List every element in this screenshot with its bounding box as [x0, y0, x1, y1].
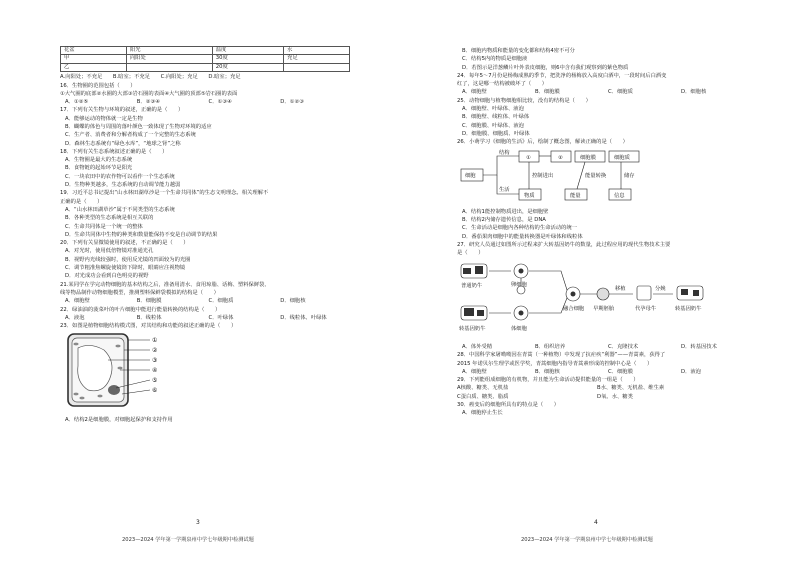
option: A．结构2是细胞膜，对细胞起保护和支持作用	[65, 416, 173, 423]
cell-label: ②	[152, 347, 158, 355]
q27-options	[457, 343, 757, 351]
q16-statement: ①大气圈的底部②水圈的大部③岩石圈的表面④大气圈的顶部⑤岩石圈的表面	[60, 90, 238, 97]
option: D．森林生态系统有“绿色水库”，“地球之肾”之称	[65, 140, 181, 147]
cow-normal-icon	[461, 264, 487, 278]
q16-stem: 16．生物圈的范围包括（ ）	[60, 82, 136, 89]
concept-cytoplasm: 细胞质	[614, 154, 630, 161]
q21-stem: 21.某同学在学完动物细胞的基本结构之后，准备用清水、食用琼脂、话梅、塑料保鲜袋、	[60, 281, 270, 288]
concept-info: 信息	[614, 192, 625, 199]
q28-options	[457, 368, 757, 376]
q28-stem-cont: 2015 年诺贝尔生理学或医学奖，青蒿细胞内指导青蒿素形成的控制中心是（ ）	[457, 360, 653, 367]
option: A．“山水林田湖草沙”属于不同类型的生态系统	[65, 206, 175, 213]
embryo-label: 早期胚胎	[593, 305, 615, 312]
option: A．能够运动的物体就一定是生物	[65, 115, 143, 122]
option: B．组织培养	[535, 343, 566, 350]
concept-structure: 结构	[499, 149, 510, 156]
right-column	[457, 47, 757, 418]
q15-options: A.向阳处；不充足 B.暗室；不充足 C.向阳处；充足 D.暗室；充足	[60, 74, 241, 81]
surrogate-label: 代孕母牛	[635, 305, 657, 312]
q20-stem: 20．下列有关显微镜使用的叙述，不正确的是（ ）	[60, 240, 189, 247]
q19-stem: 19．习近平总书记提出“山水林田湖草沙是一个生命共同体”的生态文明理念。相关理解不	[60, 190, 269, 197]
cloning-diagram	[457, 260, 737, 338]
option: D．线粒体、叶绿体	[280, 314, 327, 321]
option: C．①③④	[208, 99, 232, 106]
table-cell: 向阳处	[126, 55, 212, 63]
concept-energy: 能量	[570, 192, 581, 199]
cell-label: ③	[152, 357, 158, 365]
option: D．转基因技术	[681, 343, 717, 350]
option: D．细胞核	[280, 298, 306, 305]
option: A．结构1能控制物质进出，是细胞壁	[462, 208, 549, 215]
q30-stem: 30．癌变后的细胞所具有的特点是（ ）	[457, 402, 560, 409]
plant-experiment-table	[60, 46, 350, 72]
cell-concept-map	[457, 149, 657, 203]
table-row	[61, 63, 350, 71]
q18-stem: 18．下列有关生态系统叙述正确的是（ ）	[60, 148, 168, 155]
table-header-cell: 温度	[212, 47, 283, 55]
cow-transgenic-label: 转基因奶牛	[459, 325, 486, 332]
option: A．①②⑤	[65, 99, 89, 106]
q23-stem: 23．如图是植物细胞结构模式图，对其结构和功能的叙述正确的是（ ）	[60, 323, 237, 330]
option: A．对光时，使用低倍物镜对准通光孔	[65, 248, 154, 255]
option: B．各种类型的生态系统是相互关联的	[65, 215, 154, 222]
option: D．对光成功会看到白色明亮的视野	[65, 273, 149, 280]
option: C．细胞质	[608, 89, 633, 96]
table-cell: 20度	[212, 63, 283, 71]
body-cell-icon	[514, 306, 528, 320]
option: B．细胞膜	[535, 89, 560, 96]
option: A．生物圈是最大的生态系统	[65, 157, 133, 164]
option: C．生命共同体是一个统一的整体	[65, 223, 143, 230]
cow-transgenic-icon	[461, 306, 487, 320]
right-page	[397, 0, 794, 561]
q29-options-row-1	[457, 384, 757, 392]
option: D．若图示是洋葱鳞片叶外表皮细胞，则6中含有我们观察到的紫色物质	[462, 64, 629, 71]
cell-label: ⑥	[152, 387, 158, 395]
option: B．细胞内物质和能量的变化都和结构4密不可分	[462, 48, 575, 54]
q29-options-row-2	[457, 393, 757, 401]
body-cell-label: 体细胞	[511, 325, 527, 332]
concept-control: 控制进出	[532, 172, 554, 179]
concept-node-1: ①	[526, 154, 531, 161]
table-row	[61, 47, 350, 55]
option: C．细胞膜、叶绿体、液泡	[462, 122, 524, 129]
option: B．食物链的起始环节是阳光	[65, 165, 133, 172]
option: B．线粒体	[136, 314, 162, 321]
table-cell: 充足	[284, 55, 350, 63]
option: A核酸、糖类、无机盐	[457, 385, 509, 392]
option: D．番茄果肉细胞中的能量转换器是叶绿体和线粒体	[462, 233, 583, 240]
cow-normal-label: 普通奶牛	[461, 282, 483, 289]
q24-options	[457, 88, 757, 96]
option: D．细胞膜、细胞质、叶绿体	[462, 130, 530, 137]
option: A．细胞壁	[462, 89, 487, 96]
option: A．液泡	[65, 314, 85, 321]
option: B．结构2内储存遗传信息，是 DNA	[462, 217, 546, 224]
option: D氧、水、糖类	[597, 393, 633, 400]
page-footer: 2023—2024 学年第一学期泉州中学七年级期中检测试题	[521, 537, 653, 543]
birth-label: 分娩	[655, 285, 666, 292]
option: B．视野内光线较强时，使用反光镜的凹面较为的光圈	[65, 256, 191, 263]
q28-stem: 28．中国科学家屠呦呦因在青蒿（一种植物）中发现了抗疟疾“利器”——青蒿素，获得了	[457, 352, 666, 359]
q24-stem: 24．每年5～7月份是杨梅成熟的季节，把洗净的杨梅放入高度白酒中，一段时间后白酒变	[457, 72, 667, 79]
q19-stem-cont: 正确的是（ ）	[60, 198, 103, 205]
option: B．细胞膜	[136, 298, 162, 305]
option: C．结构5内的物质是细胞液	[462, 56, 528, 63]
option: D．细胞核	[681, 89, 707, 96]
option: C．一块农田中的农作物可以看作一个生态系统	[65, 173, 175, 180]
concept-store: 储存	[624, 172, 635, 179]
q17-stem: 17．下列有关生物与环境的叙述，正确的是（ ）	[60, 107, 184, 114]
surrogate-cow-icon	[637, 286, 651, 300]
arrow-to-structure	[483, 156, 519, 175]
q24-stem-cont: 红了，这是哪一结构被破坏了（ ）	[457, 81, 548, 88]
egg-label: 卵细胞	[511, 281, 527, 288]
option: B．蝴蝶的体色与周围的落叶颜色一致体现了生物对环境的适应	[65, 124, 212, 130]
fused-cell-label: 融合细胞	[563, 305, 585, 312]
q25-stem: 25．动物细胞与植物细胞相比较，没有的结构是（ ）	[457, 97, 591, 104]
calf-label: 转基因奶牛	[675, 305, 702, 312]
option: D．生命共同体中生物的种类和数量能保持不变是自动调节的结果	[65, 231, 218, 238]
concept-membrane: 细胞膜	[580, 154, 596, 161]
option: A．细胞停止生长	[462, 410, 503, 417]
option: C蛋白质、糖类、脂质	[457, 393, 509, 400]
option: A．细胞壁	[462, 368, 487, 375]
concept-substance: 物质	[524, 192, 535, 199]
table-cell	[126, 63, 212, 71]
option: D．①②③	[280, 99, 304, 106]
cell-label: ①	[152, 337, 158, 345]
option: C．生命活动是细胞内各种结构的生命活动的统一	[462, 225, 577, 232]
option: C．克隆技术	[608, 343, 639, 350]
fused-cell-icon	[566, 287, 580, 301]
table-cell: 30度	[212, 55, 283, 63]
q22-options	[60, 314, 352, 322]
q29-stem: 29．下列能组成细胞的有机物，并且能为生命活动提供能量的一组是（ ）	[457, 377, 639, 384]
concept-convert: 能量转换	[585, 172, 607, 179]
embryo-icon	[597, 288, 609, 300]
cell-label: ⑤	[152, 377, 158, 385]
table-header-cell: 阳光	[126, 47, 212, 55]
cell-label: ④	[152, 367, 158, 375]
option: C．叶绿体	[208, 314, 234, 321]
option: B．细胞壁、线粒体、叶绿体	[462, 114, 530, 121]
table-cell	[284, 63, 350, 71]
left-column	[60, 46, 352, 424]
q16-options	[60, 98, 352, 106]
page-number: 4	[594, 519, 598, 526]
table-row	[61, 55, 350, 63]
nucleus-shape	[108, 385, 120, 395]
q26-stem: 26．小萌学习《细胞的生活》后，绘制了概念图，解读正确的是（ ）	[457, 139, 628, 146]
q22-stem: 22．绿油油的菠菜叶的叶片细胞中能进行能量转换的结构是（ ）	[60, 306, 221, 313]
option: C．细胞膜	[608, 368, 633, 375]
egg-cell-icon	[514, 264, 528, 278]
concept-node-2: ②	[558, 154, 563, 161]
option: A．细胞壁、叶绿体、液泡	[462, 106, 524, 113]
calf-icon	[677, 286, 703, 300]
page-number: 3	[196, 519, 200, 526]
option: D．生物种类越多，生态系统的自动调节能力越弱	[65, 182, 181, 189]
option: A．细胞壁	[65, 298, 90, 305]
concept-cell: 细胞	[465, 172, 476, 179]
option: C．调节粗准焦螺旋使镜筒下降时，眼睛应注视物镜	[65, 265, 186, 272]
page-footer: 2023—2024 学年第一学期泉州中学七年级期中检测试题	[122, 537, 254, 543]
option: D．液泡	[681, 368, 701, 375]
table-cell: 甲	[61, 55, 127, 63]
option: B．细胞核	[535, 368, 560, 375]
option: C．细胞质	[208, 298, 234, 305]
table-cell: 乙	[61, 63, 127, 71]
plant-cell-diagram	[60, 332, 170, 410]
option: B水、糖类、无机盐、维生素	[597, 385, 665, 392]
q21-stem-cont: 线等物品制作动物细胞模型，推测塑料保鲜袋模拟的结构是（ ）	[60, 289, 219, 296]
table-header-cell: 花盆	[61, 47, 127, 55]
q21-options	[60, 297, 352, 305]
concept-life: 生活	[499, 186, 510, 193]
q27-stem: 27．研究人员通过如图所示过程来扩大转基因奶牛的数量，此过程应用的现代生物技术主要	[457, 242, 671, 249]
option: C．生产者、消费者和分解者构成了一个完整的生态系统	[65, 132, 196, 139]
option: A．体外受精	[462, 343, 493, 350]
table-header-cell: 水	[284, 47, 350, 55]
option: B．②③④	[136, 99, 160, 106]
transplant-label: 移植	[615, 285, 626, 292]
q27-stem-cont: 是（ ）	[457, 250, 484, 257]
